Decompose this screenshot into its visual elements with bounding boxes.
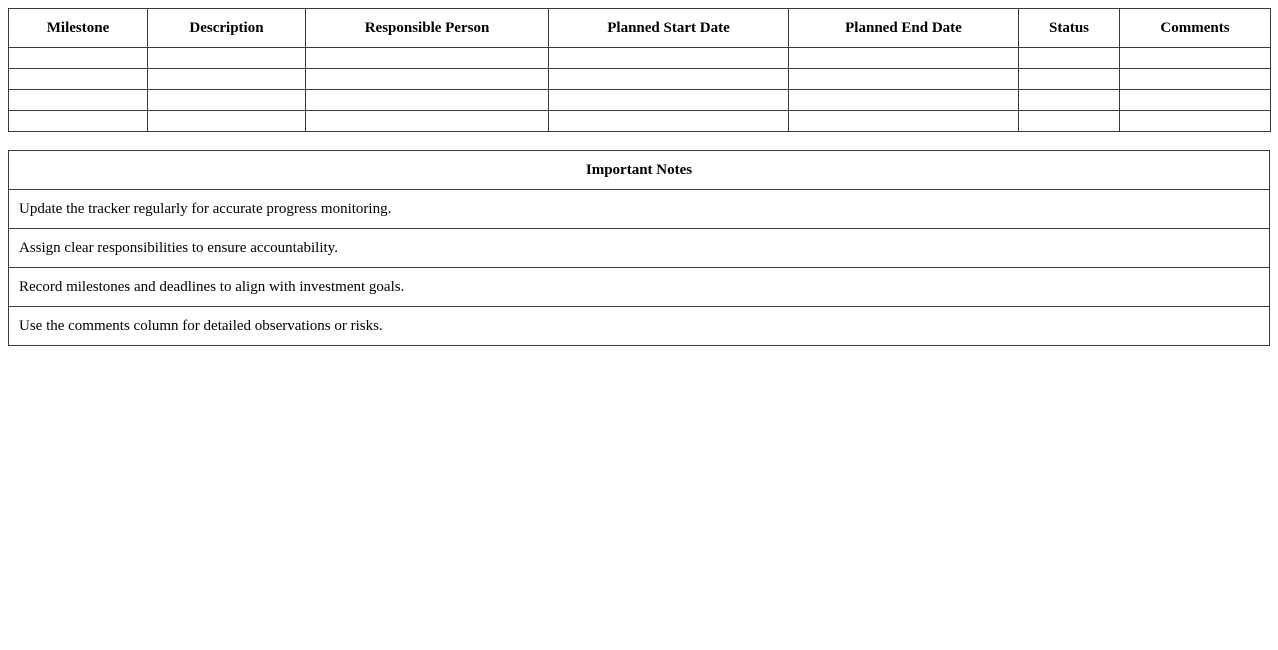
table-row [9,90,1271,111]
table-cell[interactable] [1120,111,1271,132]
note-item: Assign clear responsibilities to ensure accountability. [9,229,1270,268]
table-cell[interactable] [1019,69,1120,90]
table-cell[interactable] [306,69,549,90]
header-planned-end-date: Planned End Date [789,9,1019,48]
table-row [9,111,1271,132]
note-row [9,229,1270,268]
header-planned-start-date: Planned Start Date [549,9,789,48]
table-cell[interactable] [148,69,306,90]
important-notes-table [8,150,1270,346]
note-row [9,268,1270,307]
table-cell[interactable] [549,69,789,90]
table-cell[interactable] [1019,111,1120,132]
table-cell[interactable] [789,111,1019,132]
table-cell[interactable] [148,90,306,111]
table-header-row [9,9,1271,48]
table-row [9,48,1271,69]
header-description: Description [148,9,306,48]
table-cell[interactable] [1120,90,1271,111]
table-cell[interactable] [549,48,789,69]
table-cell[interactable] [789,90,1019,111]
milestone-tracker-table [8,8,1271,132]
table-cell[interactable] [1120,48,1271,69]
table-cell[interactable] [1019,48,1120,69]
header-status: Status [1019,9,1120,48]
table-cell[interactable] [789,69,1019,90]
table-cell[interactable] [549,90,789,111]
table-cell[interactable] [306,48,549,69]
note-row [9,307,1270,346]
table-cell[interactable] [9,69,148,90]
table-cell[interactable] [9,48,148,69]
table-cell[interactable] [148,48,306,69]
note-item: Record milestones and deadlines to align with investment goals. [9,268,1270,307]
notes-title: Important Notes [9,151,1270,190]
table-cell[interactable] [549,111,789,132]
table-cell[interactable] [9,90,148,111]
note-item: Update the tracker regularly for accurate progress monitoring. [9,190,1270,229]
table-cell[interactable] [789,48,1019,69]
notes-header-row [9,151,1270,190]
table-cell[interactable] [1120,69,1271,90]
header-milestone: Milestone [9,9,148,48]
table-cell[interactable] [306,111,549,132]
header-responsible-person: Responsible Person [306,9,549,48]
table-row [9,69,1271,90]
note-row [9,190,1270,229]
table-cell[interactable] [306,90,549,111]
note-item: Use the comments column for detailed observations or risks. [9,307,1270,346]
table-cell[interactable] [1019,90,1120,111]
table-cell[interactable] [148,111,306,132]
header-comments: Comments [1120,9,1271,48]
table-cell[interactable] [9,111,148,132]
